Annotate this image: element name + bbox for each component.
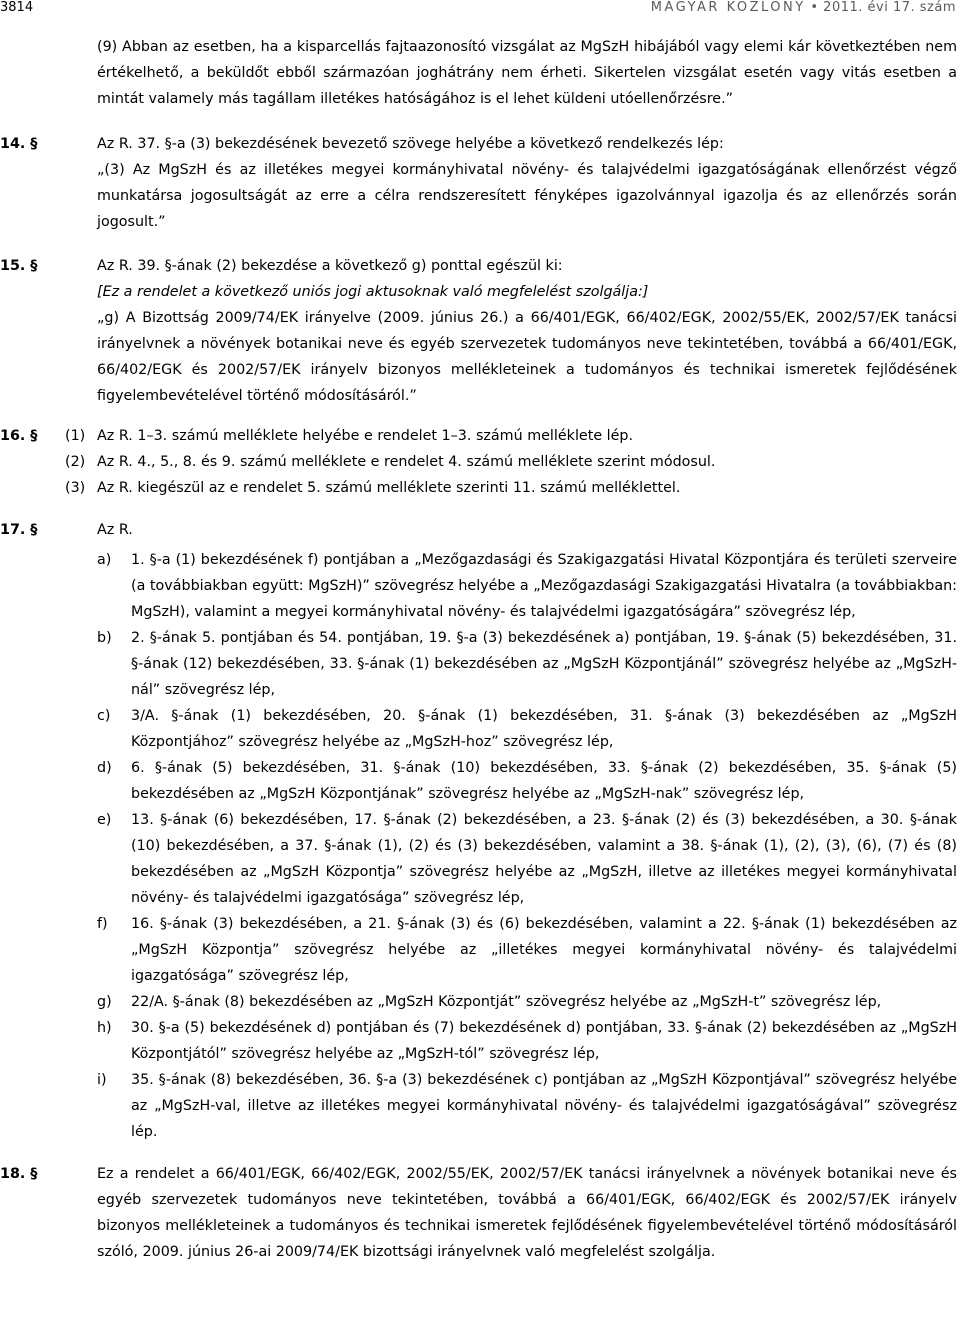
section-number: 15. § — [0, 258, 38, 274]
point-label: d) — [97, 760, 112, 776]
point-label: i) — [97, 1072, 107, 1088]
section-17 — [0, 517, 960, 1145]
section-15 — [0, 253, 960, 409]
section-intro: Az R. 37. §-a (3) bekezdésének bevezető szövege helyébe a következő rendelkezés lép: — [97, 136, 724, 152]
section-number: 18. § — [0, 1166, 38, 1182]
running-head — [651, 0, 956, 15]
point-label: b) — [97, 630, 112, 646]
point-text: 3/A. §-ának (1) bekezdésében, 20. §-ának (1) bekezdésében, 31. §-ának (3) bekezdésében az „MgSzH Központjához” szövegrész helyébe az „MgSzH-hoz” szövegrész lép, — [131, 708, 957, 750]
list-item — [97, 989, 957, 1015]
point-label: e) — [97, 812, 112, 828]
point-label: f) — [97, 916, 108, 932]
point-text: 6. §-ának (5) bekezdésében, 31. §-ának (10) bekezdésében, 33. §-ának (2) bekezdésében, 35. §-ának (5) bekezdésében az „MgSzH Központjának” szövegrész helyébe az „MgSzH-nak” szövegrész lép, — [131, 760, 957, 802]
section-intro: Az R. 39. §-ának (2) bekezdése a következő g) ponttal egészül ki: — [97, 258, 563, 274]
list-item — [97, 703, 957, 755]
point-text: 30. §-a (5) bekezdésének d) pontjában és (7) bekezdésének d) pontjában, 33. §-ának (2) bekezdésében az „MgSzH Központjától” szövegrész helyébe az „MgSzH-tól” szövegrész lép, — [131, 1020, 957, 1062]
section-number: 14. § — [0, 136, 38, 152]
list-item — [97, 911, 957, 989]
point-label: c) — [97, 708, 111, 724]
section-number: 16. § — [0, 428, 38, 444]
list-item — [97, 1067, 957, 1145]
point-text: 22/A. §-ának (8) bekezdésében az „MgSzH Központját” szövegrész helyébe az „MgSzH-t” szövegrész lép, — [131, 994, 882, 1010]
section-16 — [0, 423, 960, 501]
section-intro: Az R. — [97, 522, 133, 538]
paragraph-text: Az R. 1–3. számú melléklete helyébe e rendelet 1–3. számú melléklete lép. — [97, 428, 634, 444]
list-item — [97, 625, 957, 703]
paragraph-label: (1) — [65, 428, 86, 444]
point-text: 16. §-ának (3) bekezdésében, a 21. §-ának (3) és (6) bekezdésében, valamint a 22. §-ának (1) bekezdésében az „MgSzH Központja” szövegrész helyébe az „illetékes megyei kormányhivatal növény- és talajvédelmi igazgatósága” szövegrész lép, — [131, 916, 957, 984]
paragraph-item — [65, 423, 957, 449]
list-item — [97, 547, 957, 625]
section-number: 17. § — [0, 522, 38, 538]
paragraph-label: (2) — [65, 454, 86, 470]
section-14 — [0, 131, 960, 235]
point-text: 2. §-ának 5. pontjában és 54. pontjában, 19. §-a (3) bekezdésének a) pontjában, 19. §-ának (5) bekezdésében, 31. §-ának (12) bekezdésében, 33. §-ának (1) bekezdésében az „MgSzH Központjánál” szövegrész helyébe az „MgSzH-nál” szövegrész lép, — [131, 630, 957, 698]
document-body — [0, 34, 960, 1265]
continuation-paragraph: (9) Abban az esetben, ha a kisparcellás fajtaazonosító vizsgálat az MgSzH hibájából vagy elemi kár következtében nem értékelhető, a beküldőt ebből származóan joghátrány nem érheti. Sikertelen vizsgálat esetén vagy vitás esetben a mintát valamely más tagállam illetékes hatóságához is el lehet küldeni utóellenőrzésre.” — [97, 39, 957, 107]
point-text: 35. §-ának (8) bekezdésében, 36. §-a (3) bekezdésének c) pontjában az „MgSzH Központjával” szövegrész helyébe az „MgSzH-val, illetve az illetékes megyei kormányhivatal növény- és talajvédelmi igazgatóságával” szövegrész lép. — [131, 1072, 957, 1140]
point-label: a) — [97, 552, 112, 568]
page-number: 3814 — [0, 0, 34, 15]
page-header — [0, 0, 960, 18]
paragraph-item — [65, 449, 957, 475]
point-label: h) — [97, 1020, 112, 1036]
paragraph-label: (3) — [65, 480, 86, 496]
point-text: 1. §-a (1) bekezdésének f) pontjában a „Mezőgazdasági és Szakigazgatási Hivatal Központjára és területi szerveire (a továbbiakban együtt: MgSzH)” szövegrész helyébe a „Mezőgazdasági Szakigazgatási Hivatalra (a továbbiakban: MgSzH), valamint a megyei kormányhivatal növény- és talajvédelmi igazgatóságára” szövegrész lép, — [131, 552, 957, 620]
section-context-italic: [Ez a rendelet a következő uniós jogi aktusoknak való megfelelést szolgálja:] — [97, 284, 649, 300]
paragraph-text: Az R. kiegészül az e rendelet 5. számú melléklete szerinti 11. számú melléklettel. — [97, 480, 681, 496]
point-list — [97, 547, 957, 1145]
point-label: g) — [97, 994, 112, 1010]
list-item — [97, 807, 957, 911]
point-text: 13. §-ának (6) bekezdésében, 17. §-ának (2) bekezdésében, a 23. §-ának (2) és (3) bekezdésében, a 30. §-ának (10) bekezdésében, a 37. §-ának (1), (2) és (3) bekezdésében, valamint a 38. §-ának (1), (2), (3), (6), (7) és (8) bekezdésében az „MgSzH Központja” szövegrész helyébe az „MgSzH, illetve az illetékes megyei kormányhivatal növény- és talajvédelmi igazgatósága” szövegrész lép, — [131, 812, 957, 906]
issue-label: 2011. évi 17. szám — [823, 0, 956, 15]
list-item — [97, 755, 957, 807]
list-item — [97, 1015, 957, 1067]
section-quote: „g) A Bizottság 2009/74/EK irányelve (2009. június 26.) a 66/401/EGK, 66/402/EGK, 2002/55/EK, 2002/57/EK tanácsi irányelvnek a növények botanikai neve és egyéb szervezetek tudományos neve tekintetében, továbbá a 66/401/EGK, 66/402/EGK és 2002/57/EK irányelv bizonyos mellékleteinek a tudományos és technikai ismeretek fejlődésének figyelembevételével történő módosításáról.” — [97, 310, 957, 404]
paragraph-text: Az R. 4., 5., 8. és 9. számú melléklete e rendelet 4. számú melléklete szerint módosul. — [97, 454, 716, 470]
section-18 — [0, 1161, 960, 1265]
section-quote: „(3) Az MgSzH és az illetékes megyei kormányhivatal növény- és talajvédelmi igazgatóságának ellenőrzést végző munkatársa jogosultságát az erre a célra rendszeresített fényképes igazolvánnyal igazolja és az ellenőrzés során jogosult.” — [97, 162, 957, 230]
header-bullet: • — [810, 0, 819, 15]
journal-title: MAGYAR KÖZLÖNY — [650, 0, 806, 15]
paragraph-item — [65, 475, 957, 501]
section-text: Ez a rendelet a 66/401/EGK, 66/402/EGK, 2002/55/EK, 2002/57/EK tanácsi irányelvnek a növények botanikai neve és egyéb szervezetek tudományos neve tekintetében, továbbá a 66/401/EGK, 66/402/EGK és 2002/57/EK irányelv bizonyos mellékleteinek a tudományos és technikai ismeretek fejlődésének figyelembevételével történő módosításáról szóló, 2009. június 26-ai 2009/74/EK bizottsági irányelvnek való megfelelést szolgálja. — [97, 1166, 957, 1260]
